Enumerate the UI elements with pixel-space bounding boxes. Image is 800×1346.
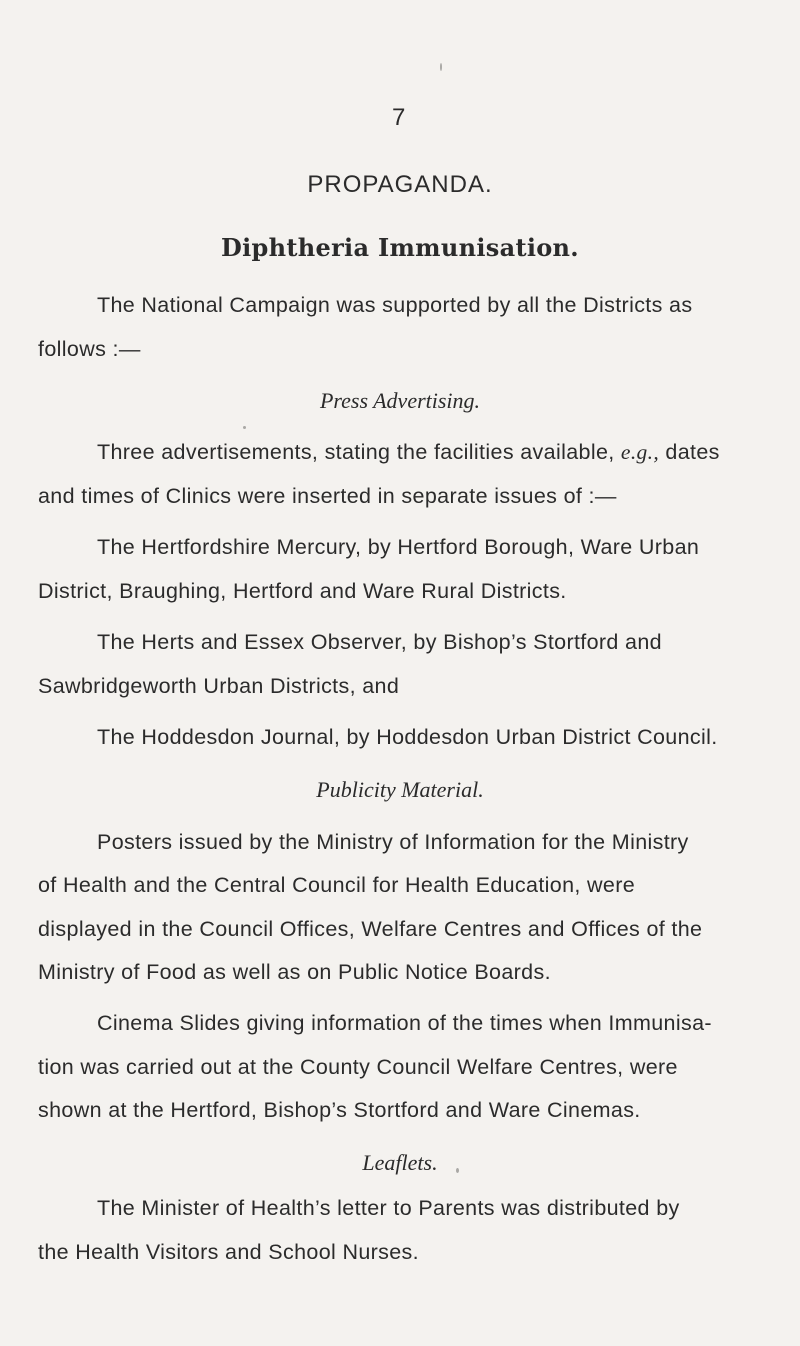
scan-speck [243,426,246,429]
press-p3-line-1: The Herts and Essex Observer, by Bishop’s Stortford and [97,630,662,654]
press-p2-line-2: District, Braughing, Hertford and Ware Rural Districts. [38,579,567,603]
press-p3-line-2: Sawbridgeworth Urban Districts, and [38,674,400,698]
page-heading: PROPAGANDA. [307,171,493,198]
page-number: 7 [392,104,406,131]
publicity-p2-line-3: shown at the Hertford, Bishop’s Stortford and Ware Cinemas. [38,1098,641,1122]
leaflets-p1-line-1: The Minister of Health’s letter to Parents was distributed by [97,1196,680,1220]
section-title-diphtheria: Diphtheria Immunisation. [221,233,579,262]
subheading-press-advertising: Press Advertising. [319,388,481,413]
subheading-publicity-material: Publicity Material. [316,777,484,802]
scan-speck [440,63,442,71]
publicity-p1-line-2: of Health and the Central Council for Health Education, were [38,873,636,897]
publicity-p2-line-1: Cinema Slides giving information of the times when Immunisa- [97,1011,712,1035]
press-p2-line-1: The Hertfordshire Mercury, by Hertford Borough, Ware Urban [97,535,700,559]
leaflets-p1-line-2: the Health Visitors and School Nurses. [38,1240,419,1264]
intro-line-1: The National Campaign was supported by all the Districts as [97,293,693,317]
intro-line-2: follows :— [38,337,141,361]
publicity-p1-line-1: Posters issued by the Ministry of Information for the Ministry [97,830,689,854]
publicity-p1-line-3: displayed in the Council Offices, Welfare Centres and Offices of the [38,917,703,941]
press-p4-line: The Hoddesdon Journal, by Hoddesdon Urban District Council. [97,725,718,749]
subheading-leaflets: Leaflets. [362,1150,438,1175]
press-p1-line-1: Three advertisements, stating the facilities available, e.g., dates [97,440,720,464]
publicity-p1-line-4: Ministry of Food as well as on Public Notice Boards. [38,960,551,984]
press-p1-line-2: and times of Clinics were inserted in separate issues of :— [38,484,617,508]
publicity-p2-line-2: tion was carried out at the County Council Welfare Centres, were [38,1055,678,1079]
